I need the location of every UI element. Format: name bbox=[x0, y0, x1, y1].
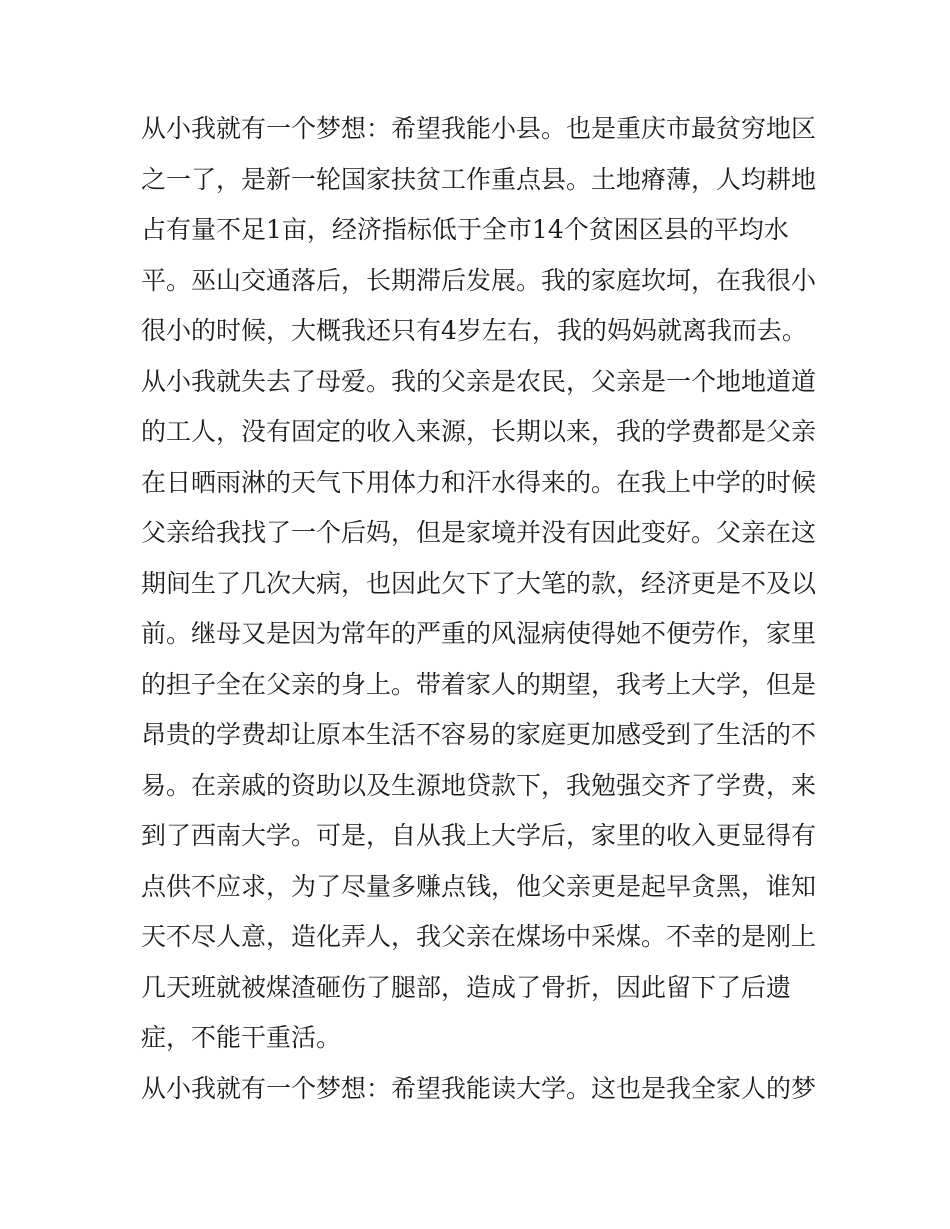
text-line: 在日晒雨淋的天气下用体力和汗水得来的。在我上中学的时候 bbox=[141, 467, 817, 497]
document-body bbox=[141, 104, 831, 1114]
text-line: 到了西南大学。可是，自从我上大学后，家里的收入更显得有 bbox=[141, 821, 817, 850]
text-line: 占有量不足1亩，经济指标低于全市14个贫困区县的平均水 bbox=[141, 215, 789, 244]
text-line: 父亲给我找了一个后妈，但是家境并没有因此变好。父亲在这 bbox=[141, 518, 817, 547]
text-line: 天不尽人意，造化弄人，我父亲在煤场中采煤。不幸的是刚上 bbox=[141, 922, 817, 951]
text-line: 的工人，没有固定的收入来源，长期以来，我的学费都是父亲 bbox=[141, 417, 817, 446]
text-line: 症，不能干重活。 bbox=[141, 1023, 342, 1052]
text-line: 点供不应求，为了尽量多赚点钱，他父亲更是起早贪黑，谁知 bbox=[141, 871, 817, 901]
text-line: 几天班就被煤渣砸伤了腿部，造成了骨折，因此留下了后遗 bbox=[141, 972, 792, 1002]
text-line: 之一了，是新一轮国家扶贫工作重点县。土地瘠薄，人均耕地 bbox=[141, 164, 817, 194]
text-line: 从小我就有一个梦想：希望我能小县。也是重庆市最贫穷地区 bbox=[141, 114, 817, 143]
text-line: 从小我就有一个梦想：希望我能读大学。这也是我全家人的梦 bbox=[141, 1073, 817, 1103]
text-line: 期间生了几次大病，也因此欠下了大笔的款，经济更是不及以 bbox=[141, 568, 817, 598]
text-line: 昂贵的学费却让原本生活不容易的家庭更加感受到了生活的不 bbox=[141, 720, 817, 749]
text-line: 易。在亲戚的资助以及生源地贷款下，我勉强交齐了学费，来 bbox=[141, 770, 817, 800]
text-line: 很小的时候，大概我还只有4岁左右，我的妈妈就离我而去。 bbox=[141, 316, 807, 345]
text-line: 从小我就失去了母爱。我的父亲是农民，父亲是一个地地道道 bbox=[141, 366, 817, 396]
text-line: 平。巫山交通落后，长期滞后发展。我的家庭坎坷，在我很小 bbox=[141, 265, 817, 295]
text-line: 前。继母又是因为常年的严重的风湿病使得她不便劳作，家里 bbox=[141, 619, 817, 648]
text-line: 的担子全在父亲的身上。带着家人的期望，我考上大学，但是 bbox=[141, 669, 817, 699]
